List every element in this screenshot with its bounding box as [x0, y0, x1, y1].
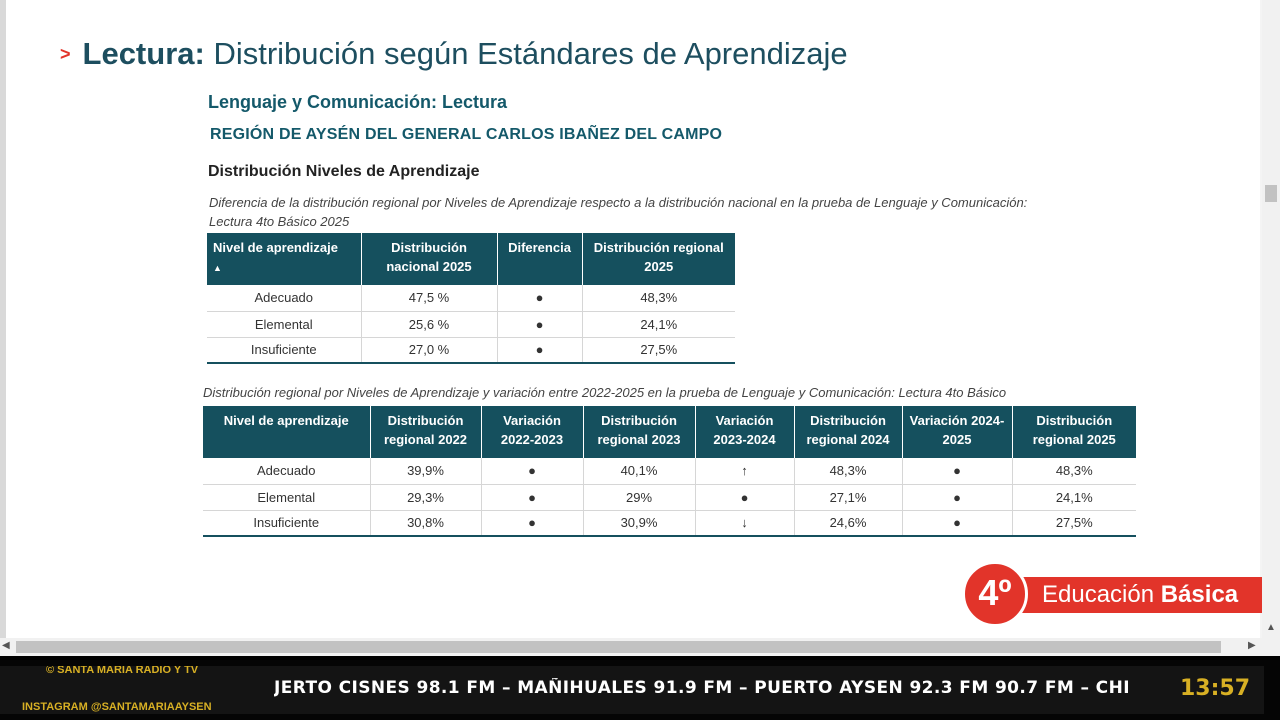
- title-bold: Lectura:: [82, 36, 205, 71]
- column-header-diferencia: Diferencia: [497, 233, 582, 285]
- cell-regional-2023: 40,1%: [583, 458, 695, 484]
- table-row: [203, 510, 1136, 536]
- cell-regional-2022: 30,8%: [370, 510, 481, 536]
- slide-title: [60, 36, 848, 72]
- scroll-right-icon[interactable]: ▶: [1248, 640, 1256, 651]
- column-header-variacion-2022-2023: Variación 2022-2023: [481, 406, 583, 458]
- title-rest: Distribución según Estándares de Aprendizaje: [204, 36, 848, 71]
- table-row: [207, 285, 735, 311]
- cell-nivel: Elemental: [203, 484, 370, 510]
- arrow-up-icon: ↑: [695, 458, 794, 484]
- cell-nacional: 47,5 %: [361, 285, 497, 311]
- column-header-regional-2023: Distribución regional 2023: [583, 406, 695, 458]
- regional-variation-table: [203, 406, 1136, 537]
- column-header-nivel[interactable]: Nivel de aprendizaje ▲: [207, 233, 361, 285]
- cell-regional-2023: 30,9%: [583, 510, 695, 536]
- dot-icon: ●: [695, 484, 794, 510]
- table1-caption: Diferencia de la distribución regional por Niveles de Aprendizaje respecto a la distribución nacional en la prueba de Lenguaje y Comunicación: Lectura 4to Básico 2025: [209, 195, 1028, 229]
- cell-regional-2024: 27,1%: [794, 484, 902, 510]
- title-arrow-icon: >: [60, 44, 71, 64]
- column-header-variacion-2023-2024: Variación 2023-2024: [695, 406, 794, 458]
- cell-regional-2023: 29%: [583, 484, 695, 510]
- cell-regional: 24,1%: [582, 311, 735, 337]
- dot-icon: ●: [902, 510, 1012, 536]
- cell-nivel: Insuficiente: [207, 337, 361, 363]
- subject-heading: Lenguaje y Comunicación: Lectura: [208, 92, 508, 112]
- dot-icon: ●: [481, 484, 583, 510]
- dot-icon: ●: [481, 458, 583, 484]
- cell-nivel: Adecuado: [207, 285, 361, 311]
- cell-nacional: 25,6 %: [361, 311, 497, 337]
- cell-regional-2025: 48,3%: [1012, 458, 1136, 484]
- program-logo-number: 4º: [962, 561, 1028, 627]
- cell-regional: 48,3%: [582, 285, 735, 311]
- national-comparison-table: [207, 233, 735, 364]
- dot-icon: ●: [481, 510, 583, 536]
- dot-icon: ●: [497, 285, 582, 311]
- program-logo-bar: [1012, 577, 1262, 613]
- cell-regional-2024: 24,6%: [794, 510, 902, 536]
- cell-regional-2025: 24,1%: [1012, 484, 1136, 510]
- table-row: [203, 458, 1136, 484]
- table-row: [207, 337, 735, 363]
- column-header-nacional-2025: Distribución nacional 2025: [361, 233, 497, 285]
- cell-nivel: Adecuado: [203, 458, 370, 484]
- scroll-left-icon[interactable]: ◀: [2, 640, 10, 651]
- region-heading: REGIÓN DE AYSÉN DEL GENERAL CARLOS IBAÑEZ DEL CAMPO: [210, 126, 723, 143]
- vertical-scrollbar[interactable]: [1262, 0, 1280, 656]
- cell-nivel: Insuficiente: [203, 510, 370, 536]
- ticker-scroll-text: JERTO CISNES 98.1 FM – MAÑIHUALES 91.9 FM – PUERTO AYSEN 92.3 FM 90.7 FM – CHI: [274, 678, 1130, 698]
- ticker-instagram-label: INSTAGRAM @SANTAMARIAAYSEN: [22, 701, 212, 713]
- cell-regional-2022: 39,9%: [370, 458, 481, 484]
- dot-icon: ●: [902, 484, 1012, 510]
- column-header-regional-2025: Distribución regional 2025: [1012, 406, 1136, 458]
- cell-regional: 27,5%: [582, 337, 735, 363]
- ticker-copyright-label: © SANTA MARIA RADIO Y TV: [46, 666, 199, 676]
- dot-icon: ●: [902, 458, 1012, 484]
- table-row: [207, 311, 735, 337]
- slide-page: [6, 0, 1260, 638]
- column-header-regional-2022: Distribución regional 2022: [370, 406, 481, 458]
- table-row: [203, 484, 1136, 510]
- column-header-regional-2025: Distribución regional 2025: [582, 233, 735, 285]
- sort-ascending-icon[interactable]: ▲: [213, 263, 222, 273]
- ticker-band: [0, 666, 1264, 714]
- vertical-scroll-thumb[interactable]: [1265, 185, 1277, 202]
- scroll-up-icon[interactable]: ▲: [1266, 622, 1276, 633]
- cell-regional-2025: 27,5%: [1012, 510, 1136, 536]
- table2-caption: Distribución regional por Niveles de Aprendizaje y variación entre 2022-2025 en la prueba de Lenguaje y Comunicación: Lectura 4to Básico: [203, 385, 1007, 400]
- dot-icon: ●: [497, 337, 582, 363]
- cell-nivel: Elemental: [207, 311, 361, 337]
- ticker-clock: 13:57: [1180, 676, 1251, 701]
- arrow-down-icon: ↓: [695, 510, 794, 536]
- dot-icon: ●: [497, 311, 582, 337]
- column-header-nivel: Nivel de aprendizaje: [203, 406, 370, 458]
- program-logo-text: Educación Básica: [1042, 581, 1239, 608]
- column-header-variacion-2024-2025: Variación 2024-2025: [902, 406, 1012, 458]
- column-header-regional-2024: Distribución regional 2024: [794, 406, 902, 458]
- cell-regional-2022: 29,3%: [370, 484, 481, 510]
- cell-nacional: 27,0 %: [361, 337, 497, 363]
- cell-regional-2024: 48,3%: [794, 458, 902, 484]
- section-heading: Distribución Niveles de Aprendizaje: [208, 163, 480, 180]
- horizontal-scroll-thumb[interactable]: [16, 641, 1221, 653]
- news-ticker: [0, 660, 1280, 720]
